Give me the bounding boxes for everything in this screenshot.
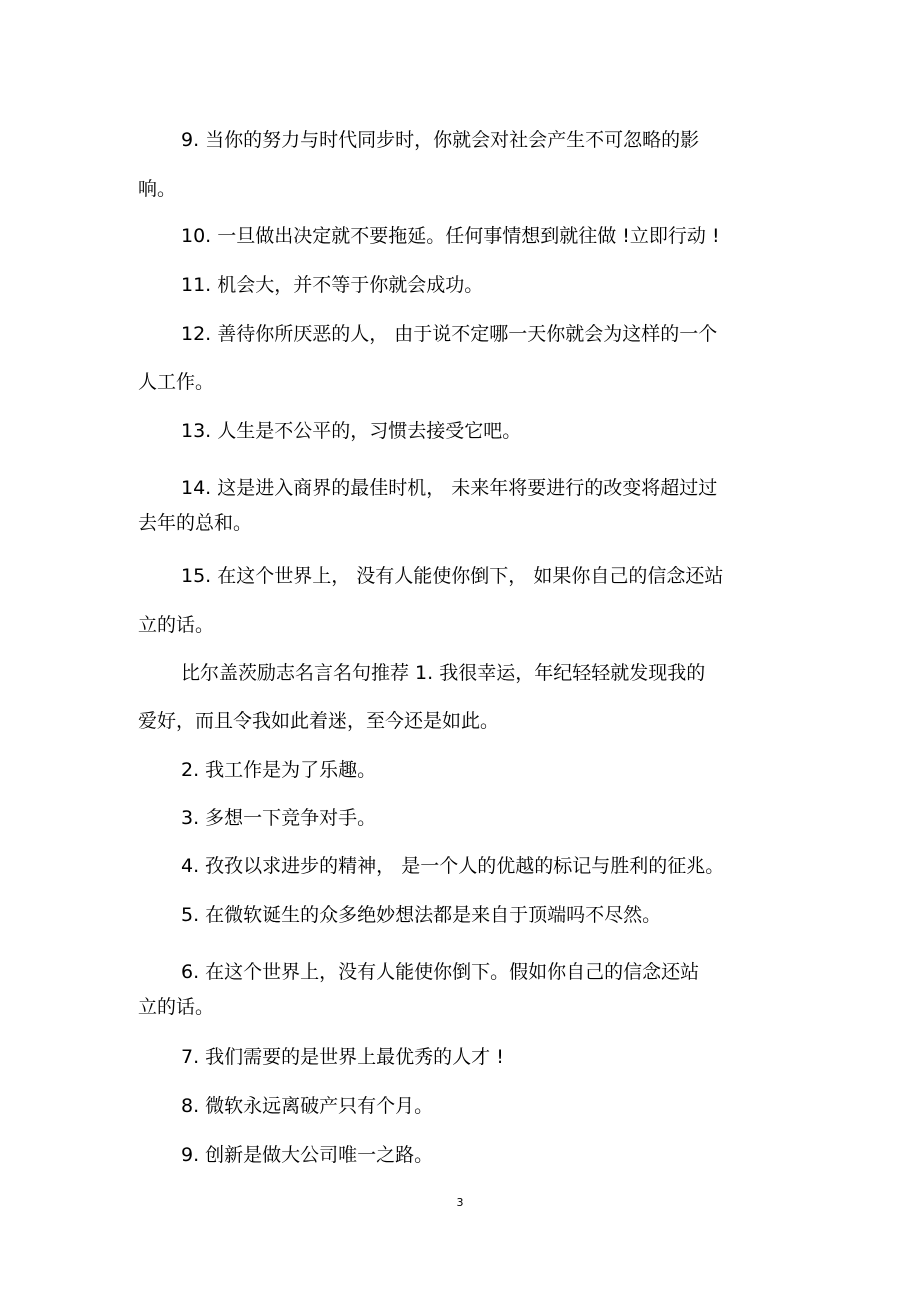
text-line: 比尔盖茨励志名言名句推荐 1. 我很幸运，年纪轻轻就发现我的: [181, 662, 706, 684]
text-line: 6. 在这个世界上，没有人能使你倒下。假如你自己的信念还站: [181, 961, 700, 983]
text-line: 响。: [138, 178, 177, 200]
text-line: 5. 在微软诞生的众多绝妙想法都是来自于顶端吗不尽然。: [181, 904, 662, 926]
text-line: 2. 我工作是为了乐趣。: [181, 759, 377, 781]
text-line: 13. 人生是不公平的，习惯去接受它吧。: [181, 420, 522, 442]
text-line: 3. 多想一下竞争对手。: [181, 807, 377, 829]
text-line: 12. 善待你所厌恶的人， 由于说不定哪一天你就会为这样的一个: [181, 323, 718, 345]
text-line: 立的话。: [138, 614, 215, 636]
text-line: 4. 孜孜以求进步的精神， 是一个人的优越的标记与胜利的征兆。: [181, 855, 725, 877]
text-line: 8. 微软永远离破产只有个月。: [181, 1095, 434, 1117]
text-line: 去年的总和。: [138, 512, 253, 534]
text-line: 爱好，而且令我如此着迷，至今还是如此。: [138, 710, 500, 732]
text-line: 9. 当你的努力与时代同步时，你就会对社会产生不可忽略的影: [181, 129, 700, 151]
text-line: 14. 这是进入商界的最佳时机， 未来年将要进行的改变将超过过: [181, 477, 718, 499]
page-number: 3: [456, 1196, 464, 1209]
text-line: 立的话。: [138, 996, 215, 1018]
text-line: 15. 在这个世界上， 没有人能使你倒下， 如果你自己的信念还站: [181, 565, 724, 587]
text-line: 11. 机会大，并不等于你就会成功。: [181, 274, 484, 296]
text-line: 人工作。: [138, 371, 215, 393]
text-line: 9. 创新是做大公司唯一之路。: [181, 1144, 434, 1166]
text-line: 7. 我们需要的是世界上最优秀的人才 !: [181, 1046, 504, 1068]
text-line: 10. 一旦做出决定就不要拖延。任何事情想到就往做 !立即行动 !: [181, 225, 720, 247]
